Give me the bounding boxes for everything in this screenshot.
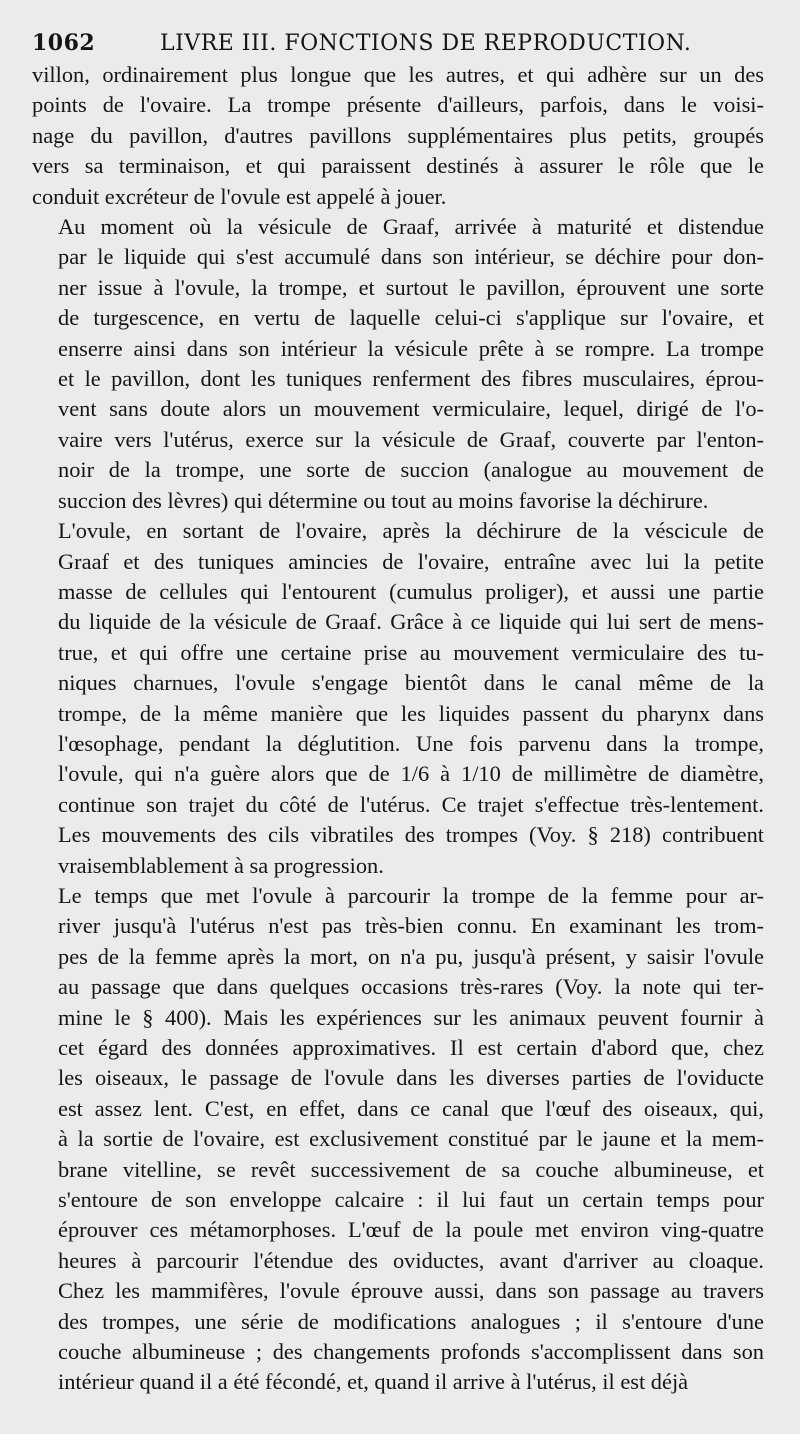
text-line: à la sortie de l'ovaire, est exclusivement constitué par le jaune et la mem-	[58, 1126, 764, 1152]
text-line: vent sans doute alors un mouvement vermiculaire, lequel, dirigé de l'o-	[58, 396, 764, 422]
paragraph	[32, 516, 764, 881]
text-line: vaire vers l'utérus, exerce sur la vésicule de Graaf, couverte par l'enton-	[58, 426, 764, 452]
text-line: au passage que dans quelques occasions très-rares (Voy. la note qui ter-	[58, 974, 764, 1000]
text-line: ner issue à l'ovule, la trompe, et surtout le pavillon, éprouvent une sorte	[58, 274, 764, 300]
text-line: niques charnues, l'ovule s'engage bientôt dans le canal même de la	[58, 670, 764, 696]
text-line: intérieur quand il a été fécondé, et, quand il arrive à l'utérus, il est déjà	[58, 1369, 689, 1395]
text-line: Chez les mammifères, l'ovule éprouve aussi, dans son passage au travers	[58, 1278, 764, 1304]
text-line: du liquide de la vésicule de Graaf. Grâce à ce liquide qui lui sert de mens-	[58, 609, 764, 635]
text-line: succion des lèvres) qui détermine ou tout au moins favorise la déchirure.	[58, 487, 709, 513]
text-line: couche albumineuse ; des changements profonds s'accomplissent dans son	[58, 1339, 764, 1365]
text-line: river jusqu'à l'utérus n'est pas très-bien connu. En examinant les trom-	[58, 913, 764, 939]
running-title: LIVRE III. FONCTIONS DE REPRODUCTION.	[160, 31, 692, 56]
page-number: 1062	[32, 30, 96, 56]
text-line: enserre ainsi dans son intérieur la vésicule prête à se rompre. La trompe	[58, 335, 764, 361]
paragraph	[32, 60, 764, 212]
text-line: mine le § 400). Mais les expériences sur les animaux peuvent fournir à	[58, 1004, 764, 1030]
text-line: par le liquide qui s'est accumulé dans son intérieur, se déchire pour don-	[58, 244, 764, 270]
text-line: l'œsophage, pendant la déglutition. Une fois parvenu dans la trompe,	[58, 730, 764, 756]
text-line: heures à parcourir l'étendue des oviductes, avant d'arriver au cloaque.	[58, 1247, 764, 1273]
text-line: et le pavillon, dont les tuniques renferment des fibres musculaires, éprou-	[58, 366, 764, 392]
text-line: L'ovule, en sortant de l'ovaire, après la déchirure de la véscicule de	[58, 518, 764, 544]
text-line: éprouver ces métamorphoses. L'œuf de la poule met environ ving-quatre	[58, 1217, 764, 1243]
text-line: pes de la femme après la mort, on n'a pu, jusqu'à présent, y saisir l'ovule	[58, 943, 764, 969]
text-line: masse de cellules qui l'entourent (cumulus proliger), et aussi une partie	[58, 578, 764, 604]
text-line: cet égard des données approximatives. Il est certain d'abord que, chez	[58, 1035, 764, 1060]
text-line: les oiseaux, le passage de l'ovule dans les diverses parties de l'oviducte	[58, 1065, 764, 1091]
paragraph	[32, 212, 764, 516]
paragraph	[32, 881, 764, 1398]
text-line: s'entoure de son enveloppe calcaire : il lui faut un certain temps pour	[58, 1187, 764, 1213]
text-line: Les mouvements des cils vibratiles des trompes (Voy. § 218) contribuent	[58, 822, 764, 848]
text-line: noir de la trompe, une sorte de succion (analogue au mouvement de	[58, 457, 764, 483]
text-line: de turgescence, en vertu de laquelle celui-ci s'applique sur l'ovaire, et	[58, 305, 764, 331]
text-line: brane vitelline, se revêt successivement de sa couche albumineuse, et	[58, 1156, 764, 1182]
running-header	[32, 30, 764, 56]
text-line: nage du pavillon, d'autres pavillons supplémentaires plus petits, groupés	[32, 122, 764, 148]
text-line: true, et qui offre une certaine prise au mouvement vermiculaire des tu-	[58, 639, 764, 665]
text-line: vers sa terminaison, et qui paraissent destinés à assurer le rôle que le	[32, 153, 764, 179]
text-line: trompe, de la même manière que les liquides passent du pharynx dans	[58, 700, 764, 726]
text-line: Au moment où la vésicule de Graaf, arrivée à maturité et distendue	[58, 214, 764, 240]
text-line: des trompes, une série de modifications analogues ; il s'entoure d'une	[58, 1308, 764, 1334]
text-line: vraisemblablement à sa progression.	[58, 852, 384, 878]
body-text	[32, 60, 764, 1398]
text-line: villon, ordinairement plus longue que les autres, et qui adhère sur un des	[32, 62, 764, 87]
text-line: Le temps que met l'ovule à parcourir la trompe de la femme pour ar-	[58, 882, 764, 908]
text-line: est assez lent. C'est, en effet, dans ce canal que l'œuf des oiseaux, qui,	[58, 1095, 764, 1121]
text-line: l'ovule, qui n'a guère alors que de 1/6 à 1/10 de millimètre de diamètre,	[58, 761, 764, 787]
text-line: continue son trajet du côté de l'utérus. Ce trajet s'effectue très-lentement.	[58, 791, 764, 817]
text-line: points de l'ovaire. La trompe présente d'ailleurs, parfois, dans le voisi-	[32, 92, 764, 118]
text-line: conduit excréteur de l'ovule est appelé à jouer.	[32, 183, 447, 209]
text-line: Graaf et des tuniques amincies de l'ovaire, entraîne avec lui la petite	[58, 548, 764, 574]
